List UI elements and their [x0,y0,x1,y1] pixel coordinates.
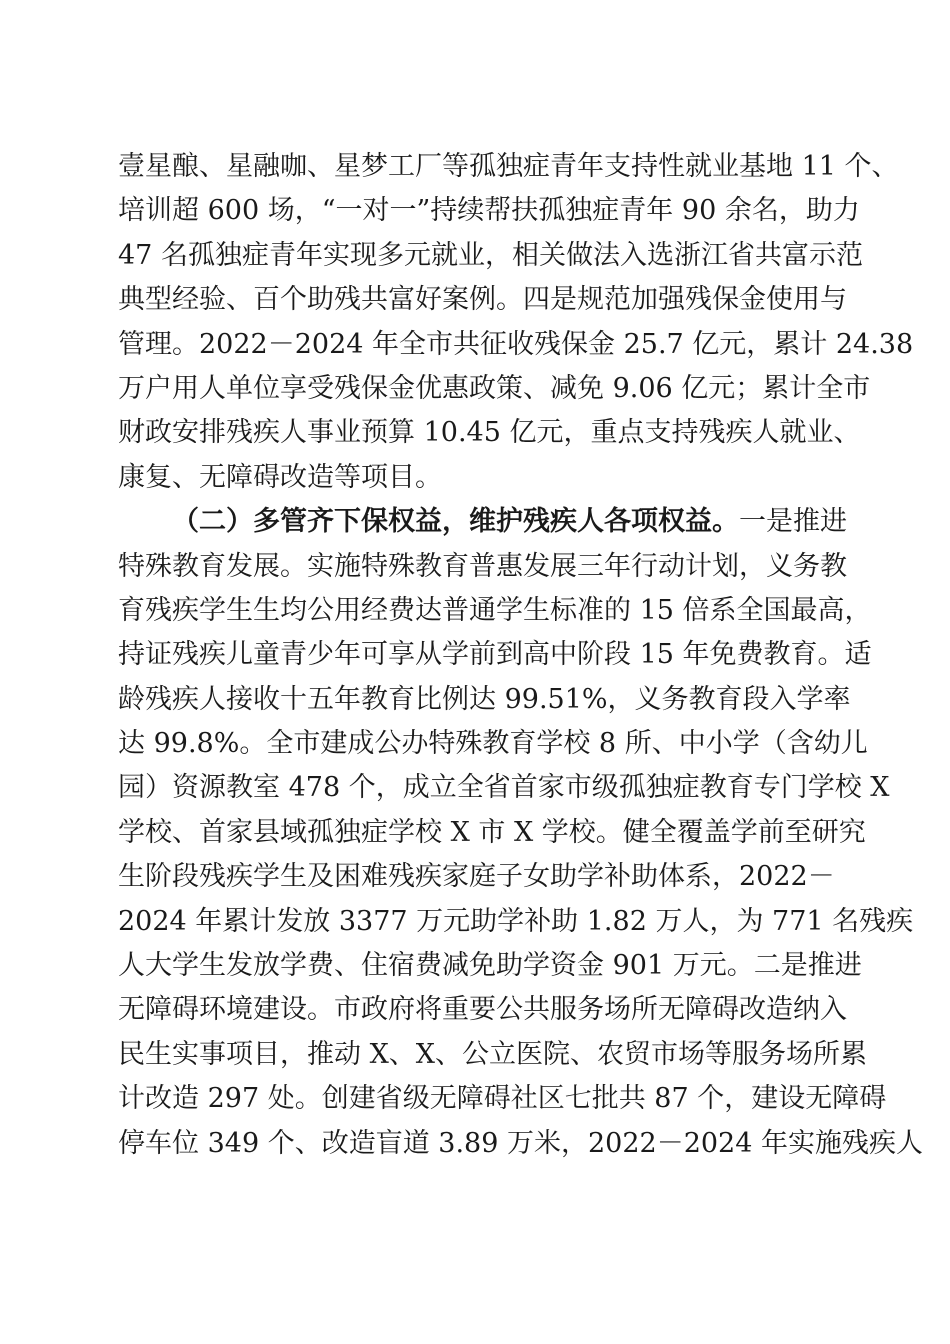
section-heading-line [118,500,847,544]
text-line: 培训超 600 场，“一对一”持续帮扶孤独症青年 90 余名，助力 [118,195,860,227]
text-line: 无障碍环境建设。市政府将重要公共服务场所无障碍改造纳入 [118,994,847,1026]
section-heading: （二）多管齐下保权益，维护残疾人各项权益。 [172,506,739,538]
text-line: 2024 年累计发放 3377 万元助学补助 1.82 万人，为 771 名残疾 [118,905,914,937]
text-line: 生阶段残疾学生及困难残疾家庭子女助学补助体系，2022－ [118,861,835,893]
text-line: 达 99.8%。全市建成公办特殊教育学校 8 所、中小学（含幼儿 [118,728,868,760]
text-line-rest: 一是推进 [739,506,847,538]
text-line: 学校、首家县域孤独症学校 X 市 X 学校。健全覆盖学前至研究 [118,816,866,848]
text-line: 人大学生发放学费、住宿费减免助学资金 901 万元。二是推进 [118,950,862,982]
text-line: 园）资源教室 478 个，成立全省首家市级孤独症教育专门学校 X [118,772,890,804]
body-text [118,145,923,1166]
text-line: 持证残疾儿童青少年可享从学前到高中阶段 15 年免费教育。适 [118,639,872,671]
text-line: 典型经验、百个助残共富好案例。四是规范加强残保金使用与 [118,284,847,316]
text-line: 管理。2022－2024 年全市共征收残保金 25.7 亿元，累计 24.38 [118,328,914,360]
text-line: 计改造 297 处。创建省级无障碍社区七批共 87 个，建设无障碍 [118,1083,887,1115]
text-line: 龄残疾人接收十五年教育比例达 99.51%，义务教育段入学率 [118,683,851,715]
text-line: 停车位 349 个、改造盲道 3.89 万米，2022－2024 年实施残疾人 [118,1127,923,1159]
text-line: 民生实事项目，推动 X、X、公立医院、农贸市场等服务场所累 [118,1038,868,1070]
text-line: 47 名孤独症青年实现多元就业，相关做法入选浙江省共富示范 [118,239,863,271]
text-line: 育残疾学生生均公用经费达普通学生标准的 15 倍系全国最高， [118,594,872,626]
text-line: 康复、无障碍改造等项目。 [118,461,442,493]
text-line: 壹星酿、星融咖、星梦工厂等孤独症青年支持性就业基地 11 个、 [118,151,899,182]
text-line: 特殊教育发展。实施特殊教育普惠发展三年行动计划，义务教 [118,550,847,582]
text-line: 万户用人单位享受残保金优惠政策、减免 9.06 亿元；累计全市 [118,372,871,404]
text-line: 财政安排残疾人事业预算 10.45 亿元，重点支持残疾人就业、 [118,417,861,449]
